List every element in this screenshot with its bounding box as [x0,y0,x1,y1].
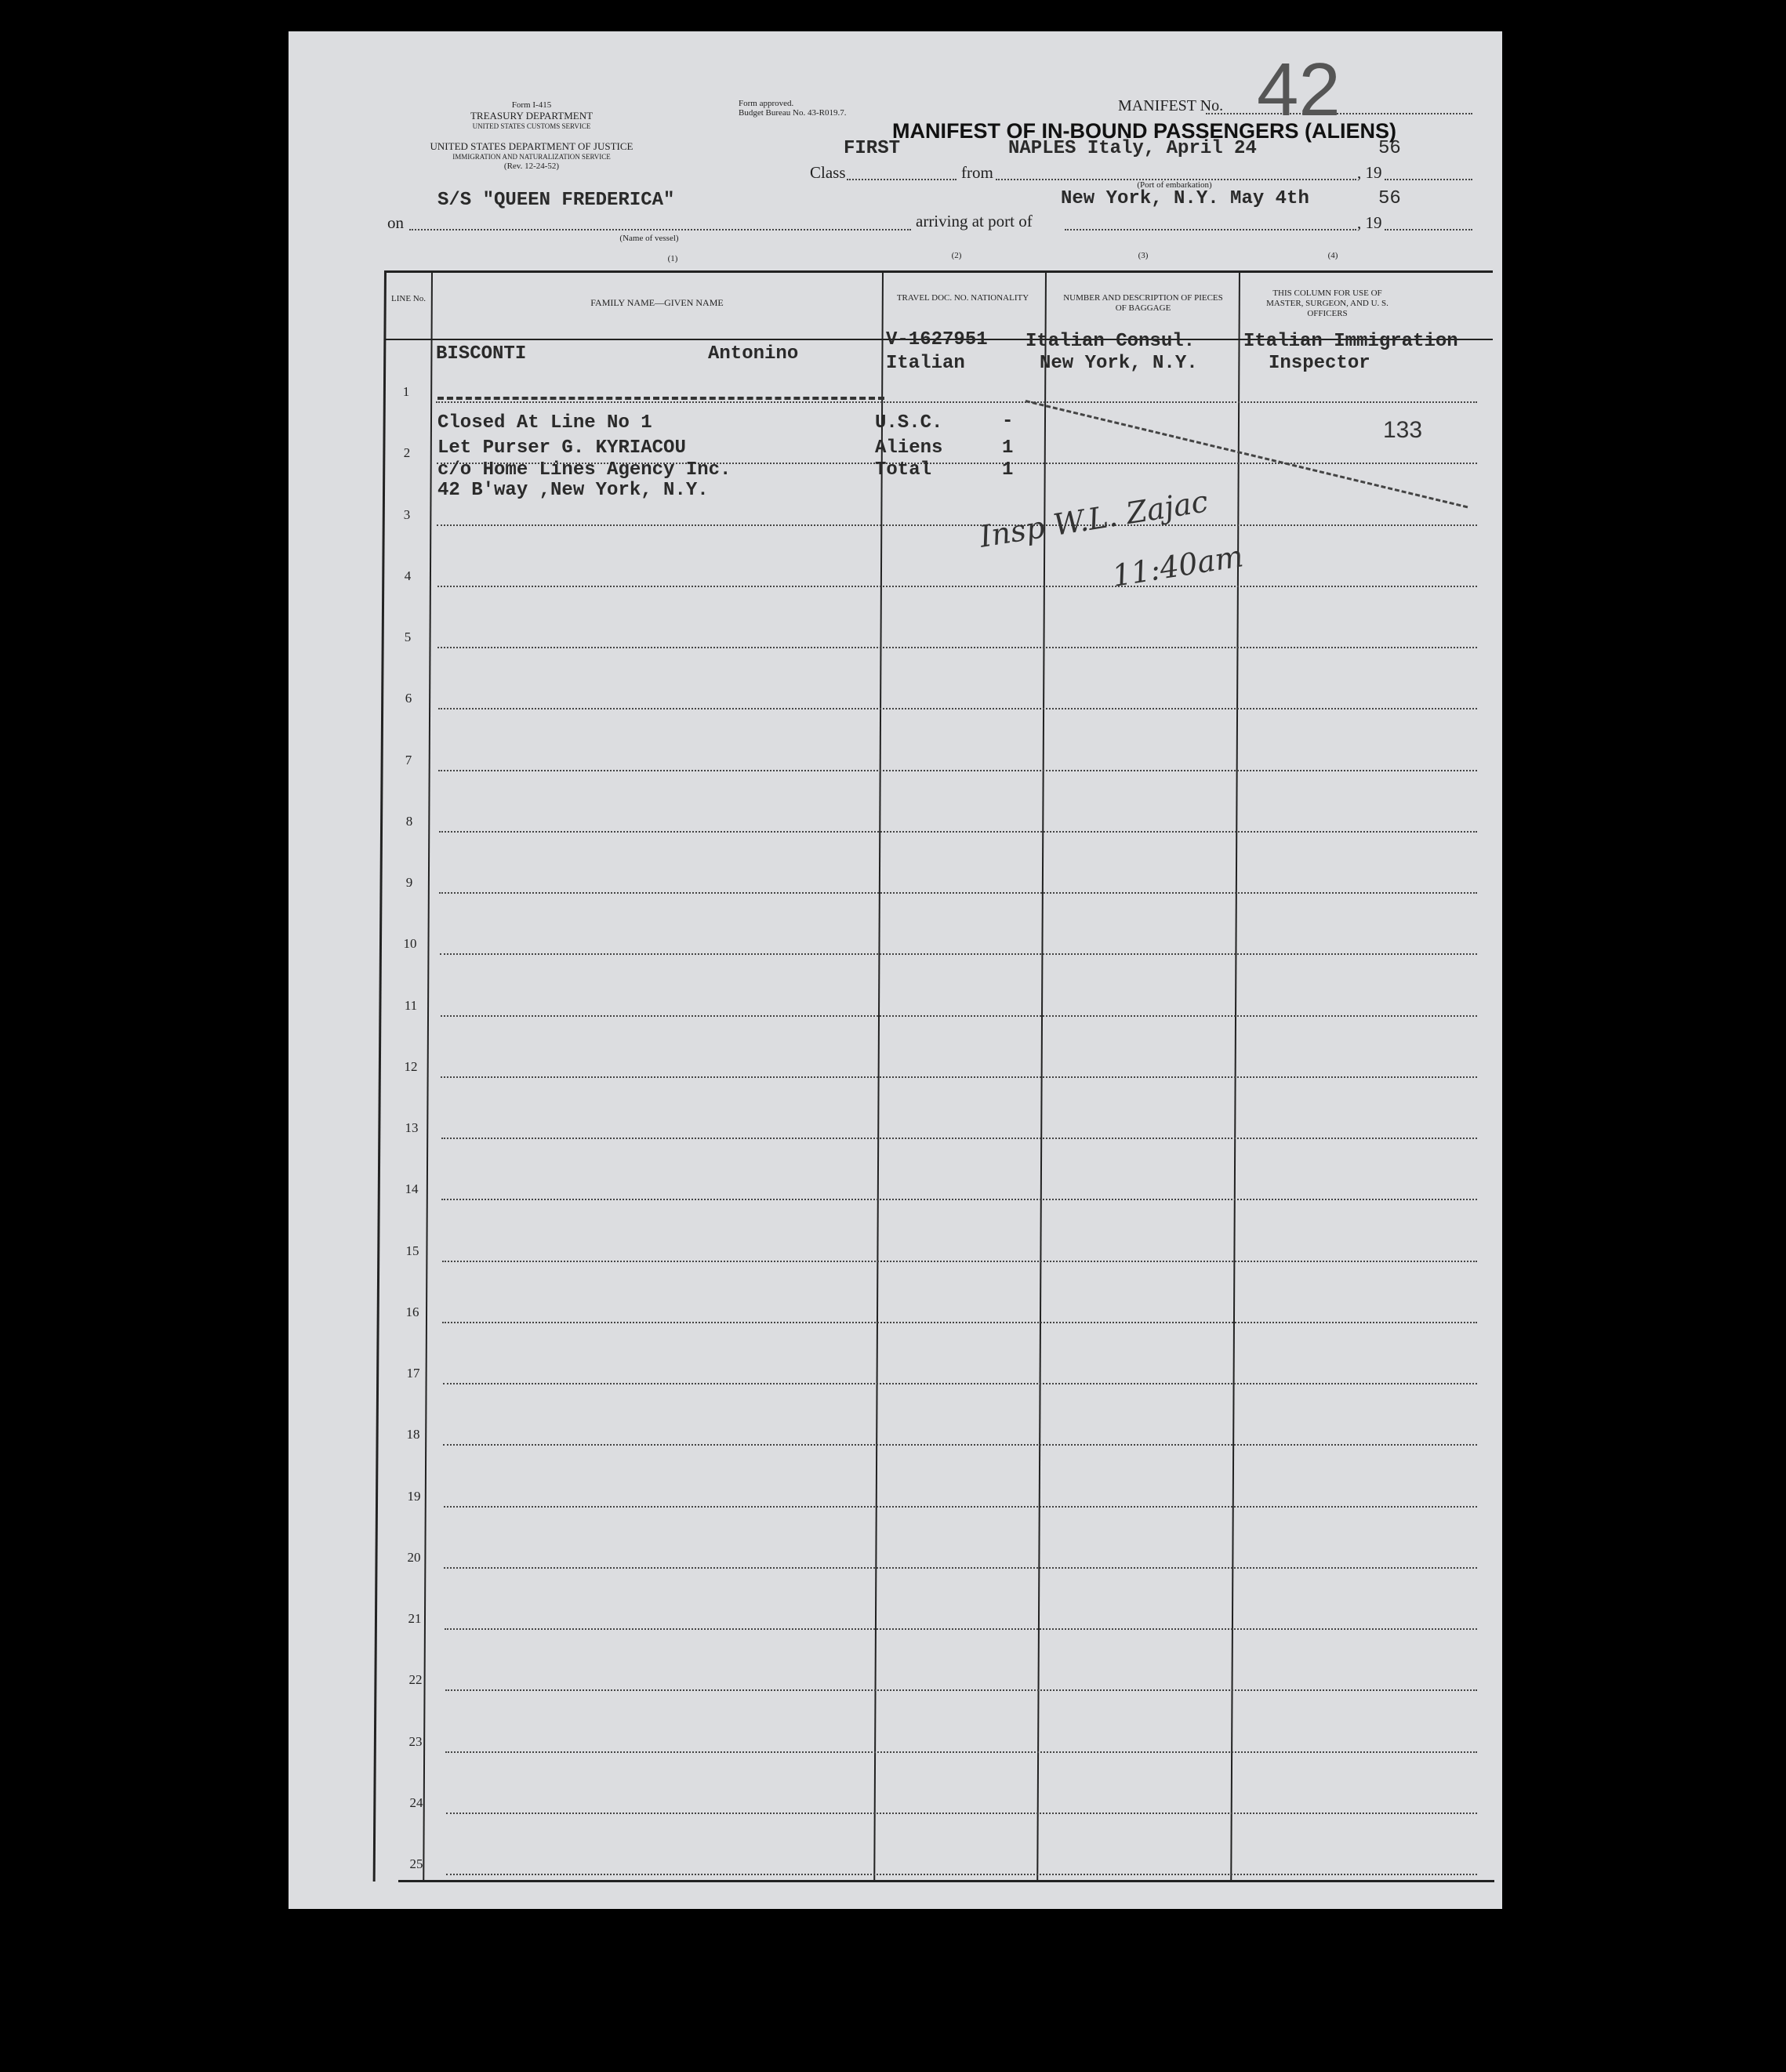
header-officers: THIS COLUMN FOR USE OF MASTER, SURGEON, AND U. S. OFFICERS [1266,288,1389,318]
line-number: 1 [402,384,410,399]
manifest-no-label: MANIFEST No. [1118,97,1224,114]
manifest-title: MANIFEST OF IN-BOUND PASSENGERS (ALIENS) [892,119,1397,143]
table-row [442,1261,1477,1262]
table-row [439,831,1477,833]
line-number: 10 [403,936,417,951]
line-number: 13 [405,1120,419,1135]
ins-label: IMMIGRATION AND NATURALIZATION SERVICE [452,153,611,161]
purser-line: Let Purser G. KYRIACOU [437,437,686,459]
line-number: 16 [405,1305,419,1319]
table-row [436,401,1477,403]
table-row [445,1689,1477,1691]
agency-line: c/o Home Lines Agency Inc. [437,459,731,481]
line-number: 14 [405,1181,419,1196]
line-number: 4 [404,568,412,583]
inspector-signature: Insp W.L. Zajac [977,484,1211,554]
form-number: Form I-415 [511,100,552,110]
header-line-no: LINE No. [391,294,426,303]
table-row [446,1813,1477,1814]
table-row [437,524,1477,526]
table-row [444,1506,1477,1508]
class-label: Class [810,163,846,182]
stamp-number: 133 [1383,417,1423,443]
table-bottom-rule [398,1880,1494,1882]
table-row [437,647,1477,648]
table-row [441,1015,1477,1017]
class-line [847,179,957,180]
col-num-2: (2) [951,251,962,260]
line-number: 24 [409,1795,423,1810]
total-label: Total [875,459,932,481]
header-travel: TRAVEL DOC. NO. NATIONALITY [896,293,1029,303]
strike-line [437,397,884,400]
line-number: 8 [405,814,413,829]
table-row [445,1751,1477,1753]
line-number: 20 [407,1550,421,1565]
table-row [439,892,1477,894]
line-number: 7 [405,753,412,767]
manifest-number: 42 [1257,48,1341,132]
table-row [437,586,1477,587]
usc-count: - [1002,411,1014,432]
table-row [440,953,1477,955]
table-row [438,708,1477,709]
arriving-value: New York, N.Y. May 4th [1061,188,1309,209]
aliens-label: Aliens [875,437,943,459]
year2-value: 56 [1378,188,1401,209]
line-number: 25 [409,1856,423,1871]
vessel-caption: (Name of vessel) [619,234,679,243]
line-number: 17 [406,1366,420,1381]
arriving-label: arriving at port of [916,212,1033,230]
line-number: 2 [403,445,411,460]
class-value: FIRST [844,138,901,159]
travel-doc-number: V-1627951 [886,329,988,350]
year2-prefix: , 19 [1357,213,1382,232]
vessel-name: S/S "QUEEN FREDERICA" [437,190,675,211]
year2-line [1385,229,1472,230]
line-number: 12 [404,1059,418,1074]
approved-label: Form approved. [739,99,794,108]
table-row [442,1322,1477,1323]
baggage-line-1: Italian Consul. [1025,331,1196,352]
table-row [446,1874,1477,1875]
vessel-line [409,229,911,230]
line-number: 22 [408,1672,423,1687]
table-row [443,1383,1477,1384]
port-embarkation-caption: (Port of embarkation) [1137,180,1212,190]
line-number: 21 [408,1611,422,1626]
from-label: from [961,163,993,182]
table-row [441,1138,1477,1139]
family-name: BISCONTI [436,343,527,365]
address-line: 42 B'way ,New York, N.Y. [437,480,709,501]
inspection-time: 11:40am [1109,539,1246,593]
nationality: Italian [886,353,965,374]
table-row [441,1199,1477,1200]
col-num-1: (1) [667,254,678,263]
rev-label: (Rev. 12-24-52) [503,161,560,171]
officer-line-1: Italian Immigration [1243,331,1458,352]
line-number: 6 [405,691,412,706]
total-count: 1 [1002,459,1014,481]
officer-line-2: Inspector [1269,353,1370,374]
diagonal-strike [1025,400,1468,508]
closed-at-line: Closed At Line No 1 [437,412,652,434]
year1-line [1385,179,1472,180]
header-baggage: NUMBER AND DESCRIPTION OF PIECES OF BAGGAGE [1063,293,1223,313]
from-value: NAPLES Italy, April 24 [1008,138,1257,159]
budget-label: Budget Bureau No. 43-R019.7. [739,108,847,118]
line-number: 11 [404,998,418,1013]
baggage-line-2: New York, N.Y. [1040,353,1198,374]
table-row [441,1076,1477,1078]
aliens-count: 1 [1002,437,1014,459]
table-row [445,1628,1477,1630]
col-divider-line [373,270,387,1881]
given-name: Antonino [708,343,799,365]
table-row [444,1567,1477,1569]
line-number: 9 [405,875,413,890]
header-name: FAMILY NAME—GIVEN NAME [590,297,724,308]
col-divider-name [423,270,433,1881]
manifest-page [289,31,1502,1909]
line-number: 18 [406,1427,420,1442]
table-row [443,1444,1477,1446]
line-number: 15 [405,1243,419,1258]
on-label: on [387,213,404,232]
col-num-4: (4) [1327,251,1338,260]
treasury-label: TREASURY DEPARTMENT [470,110,594,122]
usc-label: U.S.C. [875,412,943,434]
customs-label: UNITED STATES CUSTOMS SERVICE [472,122,591,130]
table-row [438,770,1477,771]
line-number: 3 [403,507,411,522]
line-number: 19 [407,1489,421,1504]
arriving-line [1065,229,1356,230]
line-number: 23 [408,1734,423,1749]
line-number: 5 [404,630,412,644]
year1-value: 56 [1378,138,1401,159]
year1-prefix: , 19 [1357,163,1382,182]
justice-label: UNITED STATES DEPARTMENT OF JUSTICE [430,140,633,152]
table-top-rule [384,270,1493,273]
col-num-3: (3) [1138,251,1149,260]
